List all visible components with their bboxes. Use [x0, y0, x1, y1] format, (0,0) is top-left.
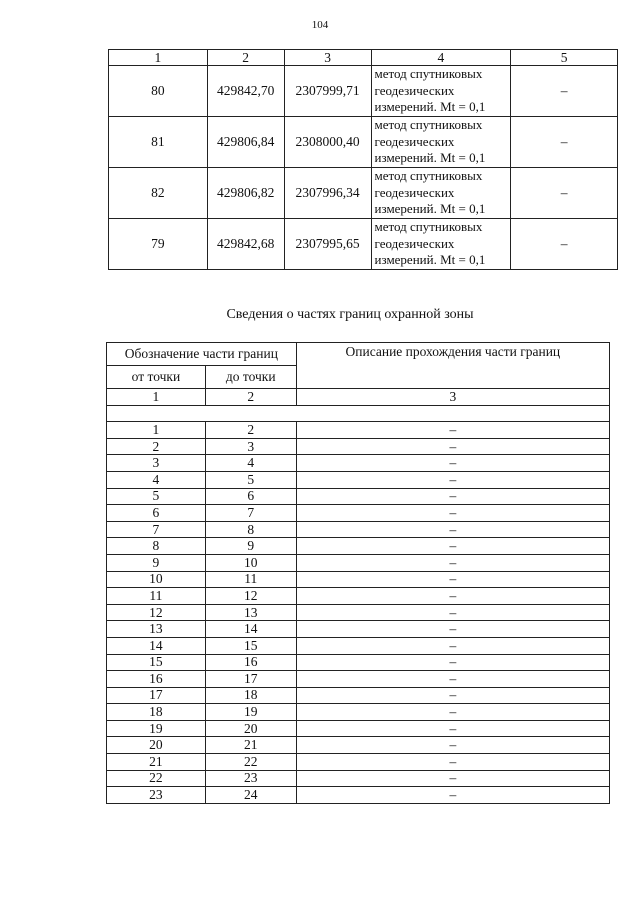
- to-point-cell: 11: [205, 571, 296, 588]
- method-line: метод спутниковых: [374, 117, 483, 133]
- description-cell: –: [296, 521, 609, 538]
- coord-y: 2307996,34: [284, 168, 371, 219]
- empty-row: [107, 405, 610, 422]
- table-row: [107, 737, 610, 754]
- to-point-cell: 10: [205, 554, 296, 571]
- table-row: [107, 787, 610, 804]
- description-cell: –: [296, 770, 609, 787]
- to-point-cell: 12: [205, 588, 296, 605]
- column-number-row: [107, 389, 610, 406]
- table-row: [107, 604, 610, 621]
- from-point-cell: 22: [107, 770, 206, 787]
- table-row: [107, 488, 610, 505]
- method-line: геодезических: [374, 235, 455, 251]
- to-point-cell: 6: [205, 488, 296, 505]
- to-point-cell: 9: [205, 538, 296, 555]
- note-cell: –: [511, 117, 618, 168]
- point-number: 82: [109, 168, 208, 219]
- to-point-cell: 16: [205, 654, 296, 671]
- table-row: [107, 637, 610, 654]
- header-cell: 4: [371, 50, 511, 66]
- table-row: [107, 438, 610, 455]
- to-point-cell: 3: [205, 438, 296, 455]
- description-cell: –: [296, 538, 609, 555]
- description-cell: –: [296, 637, 609, 654]
- description-cell: –: [296, 737, 609, 754]
- from-point-cell: 10: [107, 571, 206, 588]
- method-line: геодезических: [374, 184, 455, 200]
- from-point-cell: 7: [107, 521, 206, 538]
- description-cell: –: [296, 704, 609, 721]
- point-number: 81: [109, 117, 208, 168]
- header-cell: 5: [511, 50, 618, 66]
- header-to-point: до точки: [205, 366, 296, 389]
- table-row: [107, 687, 610, 704]
- from-point-cell: 3: [107, 455, 206, 472]
- table-row: [107, 422, 610, 439]
- table-row: [107, 554, 610, 571]
- table-row: [107, 754, 610, 771]
- description-cell: –: [296, 438, 609, 455]
- from-point-cell: 14: [107, 637, 206, 654]
- to-point-cell: 13: [205, 604, 296, 621]
- description-cell: –: [296, 588, 609, 605]
- description-cell: –: [296, 488, 609, 505]
- table-row: [107, 704, 610, 721]
- point-number: 80: [109, 66, 208, 117]
- from-point-cell: 2: [107, 438, 206, 455]
- table-row: [109, 168, 618, 219]
- description-cell: –: [296, 471, 609, 488]
- from-point-cell: 18: [107, 704, 206, 721]
- from-point-cell: 13: [107, 621, 206, 638]
- table-row: [109, 66, 618, 117]
- boundary-parts-table: [106, 342, 610, 804]
- to-point-cell: 4: [205, 455, 296, 472]
- method-line: геодезических: [374, 133, 455, 149]
- to-point-cell: 5: [205, 471, 296, 488]
- header-from-point: от точки: [107, 366, 206, 389]
- from-point-cell: 9: [107, 554, 206, 571]
- method-cell: [371, 219, 511, 270]
- header-description: Описание прохождения части границ: [296, 343, 609, 389]
- from-point-cell: 8: [107, 538, 206, 555]
- table-row: [107, 571, 610, 588]
- table-row: [107, 455, 610, 472]
- table-row: [107, 720, 610, 737]
- to-point-cell: 2: [205, 422, 296, 439]
- description-cell: –: [296, 787, 609, 804]
- note-cell: –: [511, 66, 618, 117]
- method-cell: [371, 66, 511, 117]
- from-point-cell: 21: [107, 754, 206, 771]
- method-cell: [371, 168, 511, 219]
- method-line: измерений. Mt = 0,1: [374, 252, 486, 268]
- description-cell: –: [296, 621, 609, 638]
- description-cell: –: [296, 720, 609, 737]
- table-row: [109, 117, 618, 168]
- description-cell: –: [296, 671, 609, 688]
- parts-header-row: [107, 343, 610, 366]
- to-point-cell: 18: [205, 687, 296, 704]
- coordinates-table: [108, 49, 618, 270]
- coord-y: 2308000,40: [284, 117, 371, 168]
- to-point-cell: 24: [205, 787, 296, 804]
- description-cell: –: [296, 505, 609, 522]
- description-cell: –: [296, 604, 609, 621]
- header-cell: 3: [284, 50, 371, 66]
- method-line: геодезических: [374, 82, 455, 98]
- to-point-cell: 17: [205, 671, 296, 688]
- method-line: измерений. Mt = 0,1: [374, 150, 486, 166]
- table-row: [107, 538, 610, 555]
- note-cell: –: [511, 219, 618, 270]
- from-point-cell: 16: [107, 671, 206, 688]
- to-point-cell: 20: [205, 720, 296, 737]
- header-cell: 1: [109, 50, 208, 66]
- coord-x: 429842,68: [207, 219, 284, 270]
- to-point-cell: 8: [205, 521, 296, 538]
- coord-x: 429806,84: [207, 117, 284, 168]
- point-number: 79: [109, 219, 208, 270]
- description-cell: –: [296, 455, 609, 472]
- from-point-cell: 15: [107, 654, 206, 671]
- table-row: [107, 471, 610, 488]
- to-point-cell: 19: [205, 704, 296, 721]
- from-point-cell: 17: [107, 687, 206, 704]
- description-cell: –: [296, 422, 609, 439]
- to-point-cell: 15: [205, 637, 296, 654]
- table-row: [107, 521, 610, 538]
- table-row: [107, 671, 610, 688]
- from-point-cell: 5: [107, 488, 206, 505]
- from-point-cell: 11: [107, 588, 206, 605]
- to-point-cell: 21: [205, 737, 296, 754]
- table-row: [107, 505, 610, 522]
- coord-y: 2307999,71: [284, 66, 371, 117]
- note-cell: –: [511, 168, 618, 219]
- from-point-cell: 4: [107, 471, 206, 488]
- parts-body: [107, 422, 610, 804]
- table-row: [107, 770, 610, 787]
- header-boundary-part: Обозначение части границ: [107, 343, 297, 366]
- from-point-cell: 19: [107, 720, 206, 737]
- to-point-cell: 7: [205, 505, 296, 522]
- to-point-cell: 14: [205, 621, 296, 638]
- table-row: [107, 654, 610, 671]
- empty-cell: [107, 405, 610, 422]
- column-number: 2: [205, 389, 296, 406]
- coord-x: 429806,82: [207, 168, 284, 219]
- method-cell: [371, 117, 511, 168]
- description-cell: –: [296, 554, 609, 571]
- to-point-cell: 22: [205, 754, 296, 771]
- method-line: измерений. Mt = 0,1: [374, 99, 486, 115]
- table-row: [109, 219, 618, 270]
- column-number: 3: [296, 389, 609, 406]
- header-cell: 2: [207, 50, 284, 66]
- description-cell: –: [296, 687, 609, 704]
- coord-y: 2307995,65: [284, 219, 371, 270]
- from-point-cell: 12: [107, 604, 206, 621]
- method-line: метод спутниковых: [374, 66, 483, 82]
- to-point-cell: 23: [205, 770, 296, 787]
- column-number: 1: [107, 389, 206, 406]
- method-line: метод спутниковых: [374, 168, 483, 184]
- description-cell: –: [296, 754, 609, 771]
- from-point-cell: 23: [107, 787, 206, 804]
- from-point-cell: 20: [107, 737, 206, 754]
- method-line: метод спутниковых: [374, 219, 483, 235]
- from-point-cell: 6: [107, 505, 206, 522]
- section-title: Сведения о частях границ охранной зоны: [226, 307, 474, 322]
- coord-x: 429842,70: [207, 66, 284, 117]
- coordinates-header-row: [109, 50, 618, 66]
- description-cell: –: [296, 571, 609, 588]
- from-point-cell: 1: [107, 422, 206, 439]
- page-number: 104: [311, 19, 329, 31]
- table-row: [107, 588, 610, 605]
- description-cell: –: [296, 654, 609, 671]
- table-row: [107, 621, 610, 638]
- method-line: измерений. Mt = 0,1: [374, 201, 486, 217]
